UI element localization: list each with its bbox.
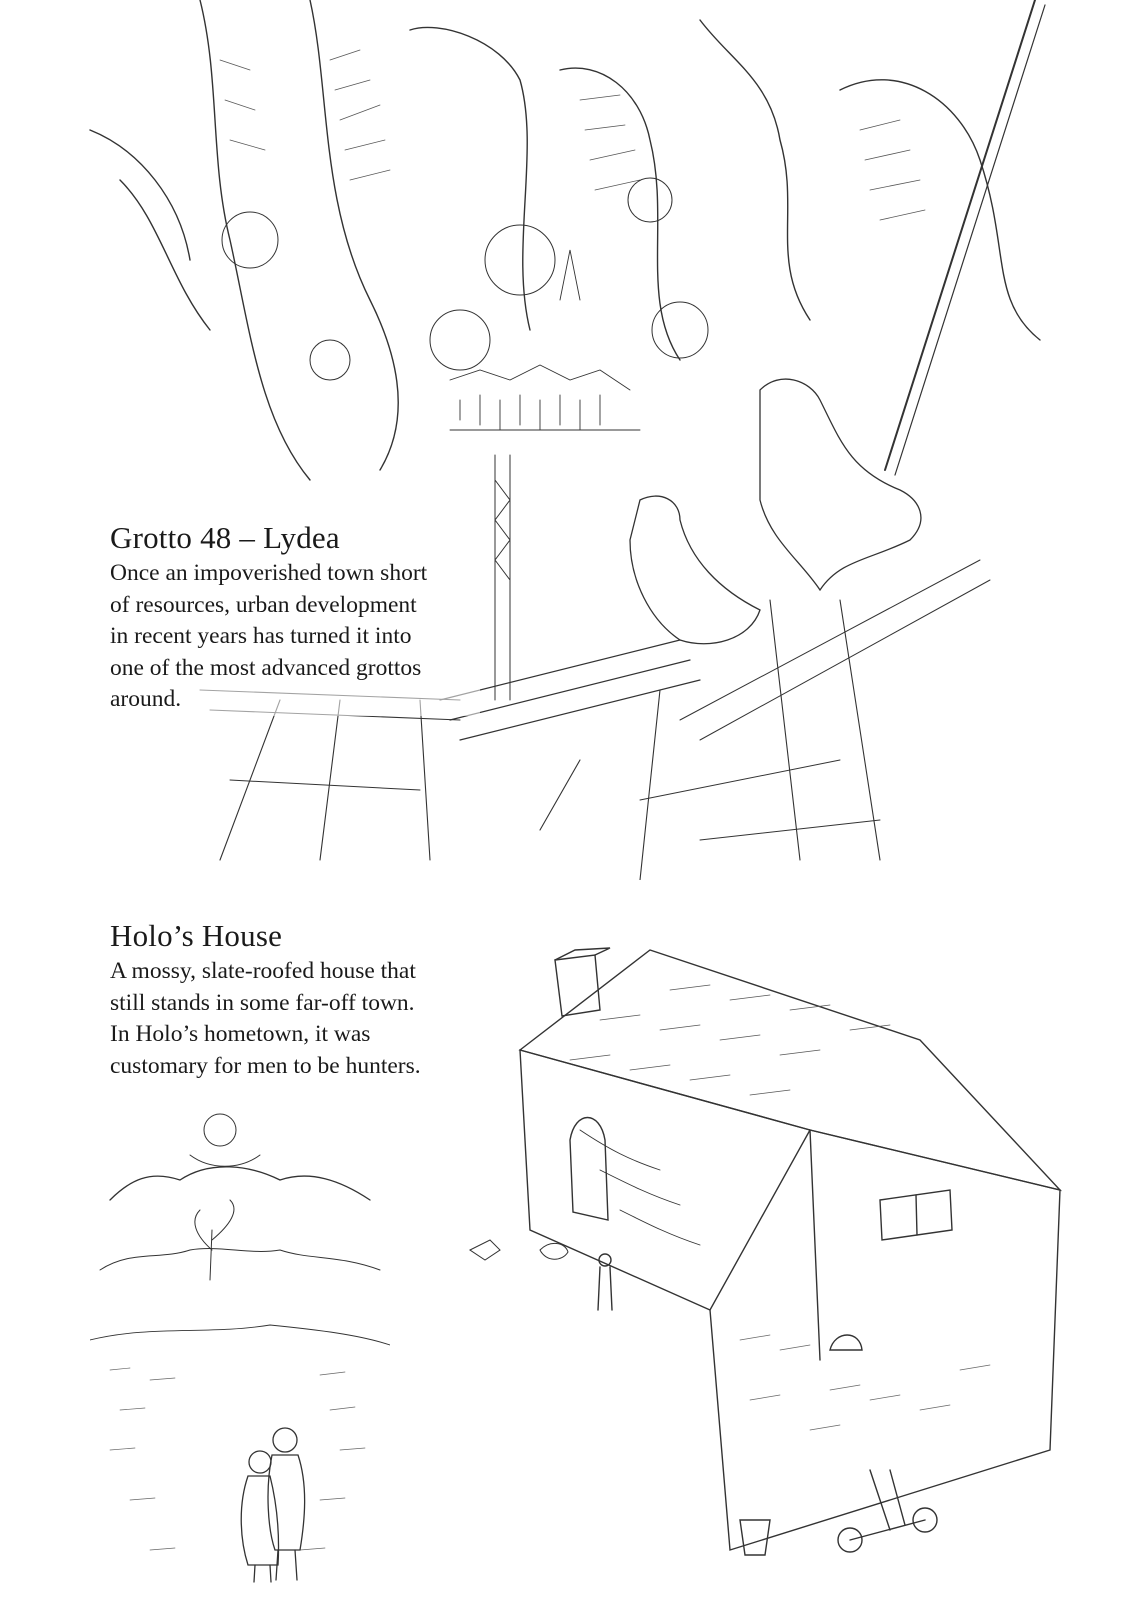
house-caption (110, 918, 480, 1082)
grotto-title: Grotto 48 – Lydea (110, 520, 340, 555)
two-figures-field-sketch-icon (90, 1110, 390, 1590)
house-title: Holo’s House (110, 918, 283, 953)
field-illustration (90, 1110, 390, 1590)
grotto-description: Once an impoverished town short of resources, urban development in recent years has turned it into one of the most advanced grottos around. (110, 560, 428, 712)
grotto-town-sketch-icon (80, 0, 1060, 880)
stone-house-sketch-icon (450, 930, 1090, 1590)
grotto-illustration (80, 0, 1060, 880)
house-description: A mossy, slate-roofed house that still stands in some far-off town. In Holo’s hometown, it was customary for men to be hunters. (110, 958, 421, 1079)
house-illustration (450, 930, 1090, 1590)
grotto-caption (110, 520, 480, 716)
